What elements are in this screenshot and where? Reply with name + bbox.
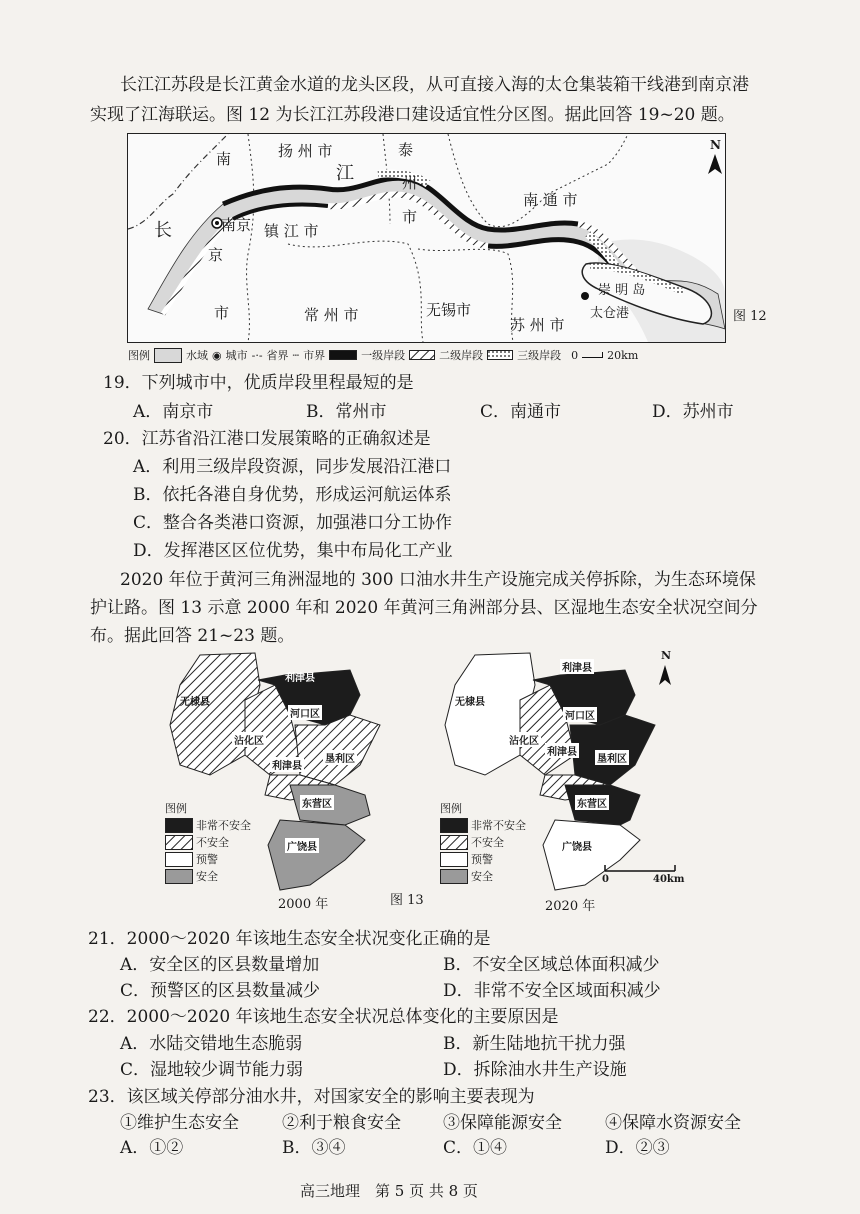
county-guangrao-2020: 广饶县 xyxy=(560,838,594,853)
q21-option-d: D．非常不安全区域面积减少 xyxy=(443,981,661,1001)
legend-very-unsafe-2020: 非常不安全 xyxy=(471,819,526,832)
legend-safe-2020: 安全 xyxy=(471,870,493,883)
north-label-12: N xyxy=(710,138,721,152)
label-taizhou-2: 州 xyxy=(402,174,418,192)
intro2-line3: 布。据此回答 21~23 题。 xyxy=(90,626,295,646)
q23-option-a: A．①② xyxy=(120,1138,184,1158)
county-lijin-2000: 利津县 xyxy=(270,757,304,772)
province-line-icon: ‐·‐ xyxy=(251,348,263,362)
very-unsafe-swatch-2020 xyxy=(440,818,468,833)
legend-level3: 三级岸段 xyxy=(517,349,562,362)
q23-option-c: C．①④ xyxy=(443,1138,508,1158)
intro1-line1: 长江江苏段是长江黄金水道的龙头区段，从可直接入海的太仓集装箱干线港到南京港 xyxy=(120,75,749,95)
county-kenli-2020: 垦利区 xyxy=(595,750,629,765)
q22-option-d: D．拆除油水井生产设施 xyxy=(443,1060,627,1080)
label-shi: 市 xyxy=(214,304,230,322)
q19-option-d: D．苏州市 xyxy=(652,402,734,422)
label-nantong: 南 通 市 xyxy=(523,191,578,209)
q20-option-c: C．整合各类港口资源，加强港口分工协作 xyxy=(133,513,453,533)
legend-very-unsafe-2000: 非常不安全 xyxy=(196,819,251,832)
legend-city: 城市 xyxy=(225,349,248,362)
warning-swatch-2000 xyxy=(165,852,193,867)
county-zhanhua-2020: 沾化区 xyxy=(507,732,541,747)
q21-option-b: B．不安全区域总体面积减少 xyxy=(443,955,660,975)
city-icon: ◉ xyxy=(212,348,222,362)
water-swatch xyxy=(154,348,182,363)
figure-12-caption: 图 12 xyxy=(733,309,767,324)
label-jiang: 江 xyxy=(336,163,354,184)
county-guangrao-2000: 广饶县 xyxy=(285,838,319,853)
figure-13-caption: 图 13 xyxy=(390,893,424,908)
intro2-line2: 护让路。图 13 示意 2000 年和 2020 年黄河三角洲部分县、区湿地生态安全状况空间分 xyxy=(90,598,758,618)
label-nanjing-city: 南京 xyxy=(221,216,252,234)
label-taicang: 太仓港 xyxy=(590,306,630,321)
label-chang: 长 xyxy=(154,220,172,241)
safe-swatch-2000 xyxy=(165,869,193,884)
legend-water: 水域 xyxy=(186,349,208,362)
q22-option-a: A．水陆交错地生态脆弱 xyxy=(120,1034,303,1054)
safe-swatch-2020 xyxy=(440,869,468,884)
legend-province: 省界 xyxy=(266,349,289,362)
legend-unsafe-2000: 不安全 xyxy=(196,836,229,849)
legend-level1: 一级岸段 xyxy=(361,349,406,362)
year-2020-label: 2020 年 xyxy=(545,899,596,914)
intro2-line1: 2020 年位于黄河三角洲湿地的 300 口油水井生产设施完成关停拆除，为生态环境保 xyxy=(120,570,756,590)
county-kenli-2000: 垦利区 xyxy=(323,750,357,765)
county-lijin-top-2000: 利津县 xyxy=(285,673,315,684)
q22-option-c: C．湿地较少调节能力弱 xyxy=(120,1060,304,1080)
municipal-line-icon: ┄ xyxy=(292,348,300,362)
fig13-legend-2020 xyxy=(440,800,526,885)
legend-unsafe-2020: 不安全 xyxy=(471,836,504,849)
q19-option-c: C．南通市 xyxy=(480,402,562,422)
label-nan: 南 xyxy=(216,150,232,168)
label-chongming: 崇 明 岛 xyxy=(598,283,646,298)
label-yangzhou: 扬 州 市 xyxy=(278,142,333,160)
page-footer: 高三地理 第 5 页 共 8 页 xyxy=(300,1182,478,1200)
north-label-13: N xyxy=(661,649,672,662)
fig13-scale-zero: 0 xyxy=(602,874,609,885)
q20-option-b: B．依托各港自身优势，形成运河航运体系 xyxy=(133,485,452,505)
q21-stem: 21．2000～2020 年该地生态安全状况变化正确的是 xyxy=(88,929,491,949)
intro1-line2: 实现了江海联运。图 12 为长江江苏段港口建设适宜性分区图。据此回答 19~20 题。 xyxy=(90,105,735,125)
level1-swatch xyxy=(329,350,357,360)
county-wudi-2000: 无棣县 xyxy=(180,697,210,708)
county-dongying-2000: 东营区 xyxy=(300,795,334,810)
q19-option-b: B．常州市 xyxy=(306,402,387,422)
q19-option-a: A．南京市 xyxy=(133,402,214,422)
legend-safe-2000: 安全 xyxy=(196,870,218,883)
level2-swatch xyxy=(409,350,435,360)
county-dongying-2020: 东营区 xyxy=(575,795,609,810)
fig12-legend xyxy=(128,347,638,363)
q23-statement-3: ③保障能源安全 xyxy=(443,1113,562,1133)
q23-option-b: B．③④ xyxy=(282,1138,346,1158)
county-zhanhua-2000: 沾化区 xyxy=(232,732,266,747)
q20-option-d: D．发挥港区区位优势，集中布局化工产业 xyxy=(133,541,453,561)
scale-bar xyxy=(582,352,603,358)
legend-level2: 二级岸段 xyxy=(439,349,484,362)
legend-title-2000: 图例 xyxy=(165,802,187,815)
q21-option-c: C．预警区的区县数量减少 xyxy=(120,981,321,1001)
label-taizhou-1: 泰 xyxy=(398,141,414,159)
q20-stem: 20．江苏省沿江港口发展策略的正确叙述是 xyxy=(103,429,431,449)
fig13-legend-2000 xyxy=(165,800,251,885)
label-wuxi: 无锡市 xyxy=(426,301,472,319)
legend-warning-2020: 预警 xyxy=(471,853,493,866)
year-2000-label: 2000 年 xyxy=(278,897,329,912)
legend-municipal: 市界 xyxy=(303,349,326,362)
unsafe-swatch-2020 xyxy=(440,835,468,850)
legend-title-2020: 图例 xyxy=(440,802,462,815)
fig13-scale-km: 40km xyxy=(653,874,685,885)
q22-stem: 22．2000～2020 年该地生态安全状况总体变化的主要原因是 xyxy=(88,1007,559,1027)
unsafe-swatch-2000 xyxy=(165,835,193,850)
q23-statement-2: ②利于粮食安全 xyxy=(282,1113,401,1133)
q23-statement-4: ④保障水资源安全 xyxy=(605,1113,741,1133)
very-unsafe-swatch-2000 xyxy=(165,818,193,833)
q20-option-a: A．利用三级岸段资源，同步发展沿江港口 xyxy=(133,457,452,477)
county-lijin-2020: 利津县 xyxy=(545,743,579,758)
scale-km: 20km xyxy=(607,348,639,362)
county-lijin-top-2020: 利津县 xyxy=(560,659,594,674)
label-jing: 京 xyxy=(208,246,224,264)
county-hekou-2020: 河口区 xyxy=(563,707,597,722)
scale-zero: 0 xyxy=(571,348,579,362)
label-zhenjiang: 镇 江 市 xyxy=(264,222,319,240)
q23-option-d: D．②③ xyxy=(605,1138,670,1158)
label-suzhou: 苏 州 市 xyxy=(510,316,565,334)
legend-warning-2000: 预警 xyxy=(196,853,218,866)
q19-stem: 19．下列城市中，优质岸段里程最短的是 xyxy=(103,373,414,393)
q22-option-b: B．新生陆地抗干扰力强 xyxy=(443,1034,626,1054)
figure-12-map xyxy=(127,133,726,343)
legend-title: 图例 xyxy=(128,349,150,362)
q23-stem: 23．该区域关停部分油水井，对国家安全的影响主要表现为 xyxy=(88,1087,535,1107)
label-taizhou-3: 市 xyxy=(402,208,418,226)
level3-swatch xyxy=(487,350,513,360)
q23-statement-1: ①维护生态安全 xyxy=(120,1113,239,1133)
q21-option-a: A．安全区的区县数量增加 xyxy=(120,955,320,975)
county-wudi-2020: 无棣县 xyxy=(455,697,485,708)
label-changzhou: 常 州 市 xyxy=(304,306,359,324)
county-hekou-2000: 河口区 xyxy=(288,705,322,720)
warning-swatch-2020 xyxy=(440,852,468,867)
